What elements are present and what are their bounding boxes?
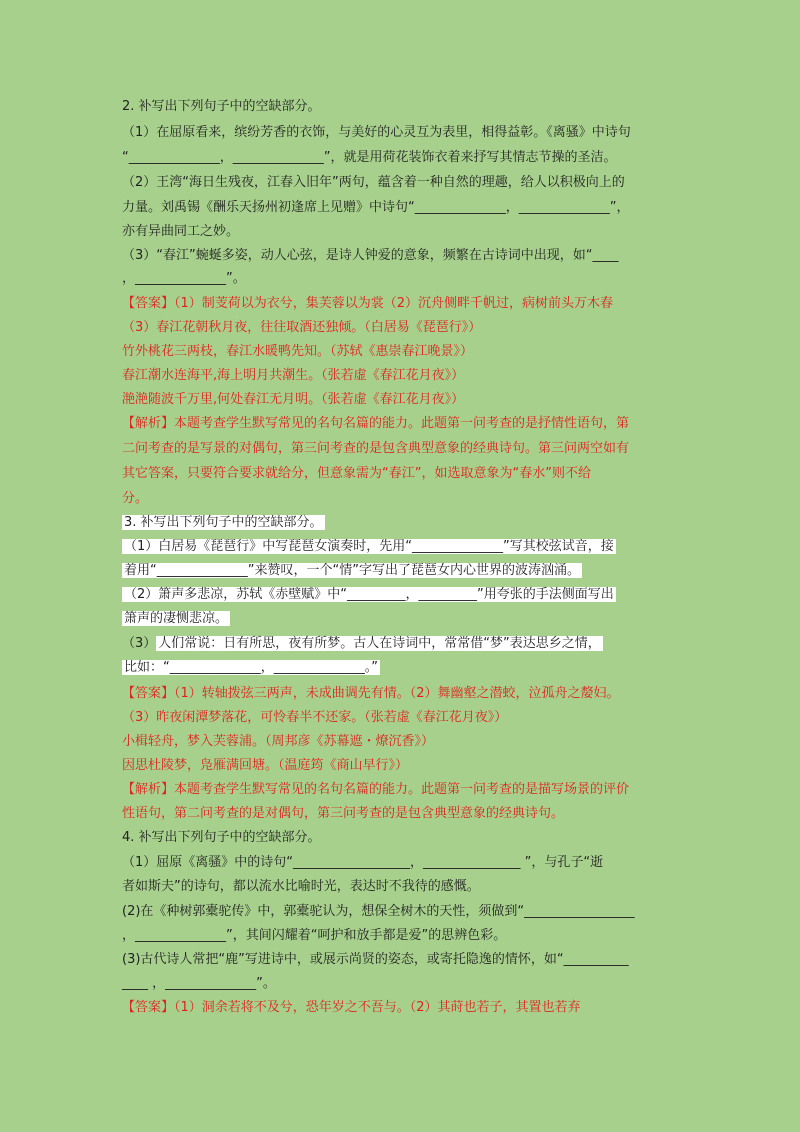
q2-answer-1: 【答案】（1）制芰荷以为衣兮，集芙蓉以为裳（2）沉舟侧畔千帆过，病树前头万木春 (122, 296, 614, 311)
q3-line-2 (122, 561, 582, 581)
q3-analysis-2: 性语句，第二问考查的是对偶句，第三问考查的是包含典型意象的经典诗句。 (122, 806, 565, 821)
q4-line-6: ____ ，______________”。 (122, 976, 276, 991)
q3-line-6 (122, 658, 380, 678)
q3-answer-4: 因思杜陵梦，凫雁满回塘。（温庭筠《商山早行》） (122, 758, 409, 773)
q4-line-5: (3)古代诗人常把“鹿”写进诗中，或展示尚贤的姿态，或寄托隐逸的情怀，如“__________ (122, 952, 629, 967)
q3-line-1 (122, 537, 616, 557)
q3-line-5-text: 人们常说：日有所思，夜有所梦。古人在诗词中，常常借“梦”表达思乡之情， (158, 636, 601, 651)
q3-title (122, 513, 325, 533)
q2-line-3: （2）王湾“海日生残夜，江春入旧年”两句，蕴含着一种自然的理趣，给人以积极向上的 (122, 175, 625, 190)
q2-analysis-1: 【解析】本题考查学生默写常见的名句名篇的能力。此题第一问考查的是抒情性语句，第 (122, 416, 630, 431)
q3-answer-3: 小楫轻舟，梦入芙蓉浦。（周邦彦《苏幕遮・燎沉香》） (122, 734, 435, 749)
q3-answer-1: 【答案】（1）转轴拨弦三两声，未成曲调先有情。（2）舞幽壑之潜蛟，泣孤舟之嫠妇。 (122, 686, 620, 701)
q2-line-2: “______________，______________”，就是用荷花装饰衣着来抒写其情志节操的圣洁。 (122, 150, 617, 165)
q4-line-4: ，______________”，其间闪耀着“呵护和放手都是爱”的思辨色彩。 (122, 928, 507, 943)
q2-analysis-4: 分。 (122, 491, 149, 506)
q3-line-2-text: 着用“______________”来赞叹，一个“情”字写出了琵琶女内心世界的波涛汹涌。 (124, 563, 580, 578)
q4-answer-1: 【答案】（1）洞余若将不及兮，恐年岁之不吾与。（2）其莳也若子，其置也若弃 (122, 1000, 581, 1015)
q2-line-7: ，______________”。 (122, 271, 246, 286)
q2-line-5: 亦有异曲同工之妙。 (122, 224, 240, 239)
q2-answer-4: 春江潮水连海平,海上明月共潮生。（张若虚《春江花月夜》） (122, 368, 465, 383)
q3-answer-2: （3）昨夜闲潭梦落花，可怜春半不还家。（张若虚《春江花月夜》） (122, 710, 508, 725)
q3-line-4-text: 箫声的凄恻悲凉。 (124, 611, 229, 626)
q2-title: 2. 补写出下列句子中的空缺部分。 (122, 99, 321, 114)
q3-line-3-text: （2）箫声多悲凉，苏轼《赤壁赋》中“_________，_________”用夸张的手法侧面写出 (124, 587, 614, 602)
q3-line-6-text: 比如：“______________，______________。” (124, 660, 378, 675)
q2-answer-2: （3）春江花朝秋月夜，往往取酒还独倾。（白居易《琵琶行》） (122, 320, 482, 335)
q2-line-4: 力量。刘禹锡《酬乐天扬州初逢席上见赠》中诗句“______________，______________”， (122, 200, 630, 215)
q3-analysis-1: 【解析】本题考查学生默写常见的名句名篇的能力。此题第一问考查的是描写场景的评价 (122, 782, 630, 797)
q4-title: 4. 补写出下列句子中的空缺部分。 (122, 830, 321, 845)
q3-line-5 (122, 634, 603, 654)
q2-answer-5: 滟滟随波千万里,何处春江无月明。（张若虚《春江花月夜》） (122, 392, 465, 407)
q2-answer-3: 竹外桃花三两枝，春江水暖鸭先知。（苏轼《惠崇春江晚景》） (122, 344, 474, 359)
q3-line-4 (122, 609, 230, 629)
q3-title-text: 3. 补写出下列句子中的空缺部分。 (124, 515, 323, 530)
q3-line-1-text: （1）白居易《琵琶行》中写琵琶女演奏时，先用“______________”写其校弦试音，接 (124, 539, 614, 554)
q2-analysis-2: 二问考查的是写景的对偶句，第三问考查的是包含典型意象的经典诗句。第三问两空如有 (122, 441, 630, 456)
q2-line-1: （1）在屈原看来，缤纷芳香的衣饰，与美好的心灵互为表里，相得益彰。《离骚》中诗句 (122, 125, 631, 140)
q4-line-2: 者如斯夫”的诗句，都以流水比喻时光，表达时不我待的感慨。 (122, 879, 480, 894)
q2-line-6: （3）“春江”蜿蜒多姿，动人心弦，是诗人钟爱的意象，频繁在古诗词中出现，如“____ (122, 248, 619, 263)
q3-line-3 (122, 585, 616, 605)
q4-line-1: （1）屈原《离骚》中的诗句“__________________，_______________ ”，与孔子“逝 (122, 855, 604, 870)
q3-line-5-prefix: （3） (122, 636, 157, 651)
q4-line-3: (2)在《种树郭橐驼传》中，郭橐驼认为，想保全树木的天性，须做到“_________________ (122, 904, 635, 919)
q2-analysis-3: 其它答案，只要符合要求就给分，但意象需为“春江”，如选取意象为“春水”则不给 (122, 466, 591, 481)
